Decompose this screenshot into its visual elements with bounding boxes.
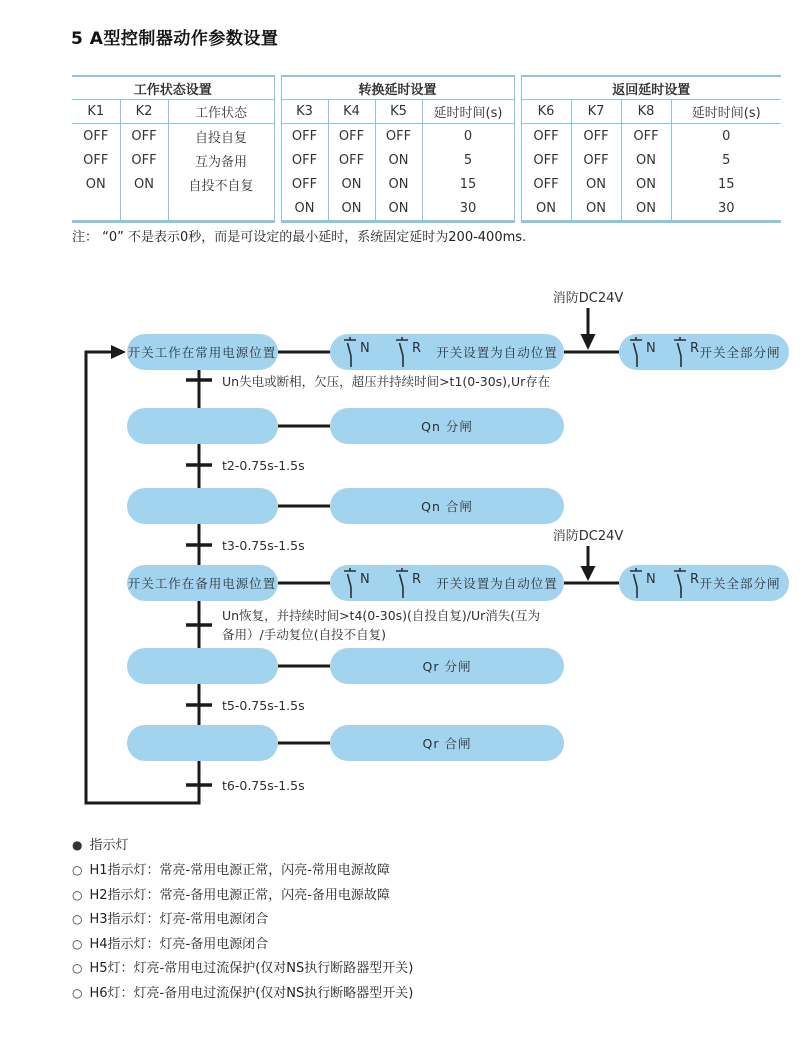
action-qr-close xyxy=(330,725,564,761)
state-label: 开关设置为自动位置 xyxy=(436,576,558,591)
table-row xyxy=(72,124,274,149)
transition-t1-label: Un失电或断相，欠压，超压并持续时间>t1(0-30s),Ur存在 xyxy=(222,374,551,389)
table-cell: ON xyxy=(375,172,422,196)
table-cell: ON xyxy=(621,196,671,222)
table-cell: ON xyxy=(571,172,621,196)
circle-bullet-icon: ○ xyxy=(72,863,83,877)
state-label: 开关全部分闸 xyxy=(699,345,781,360)
state-label: 开关全部分闸 xyxy=(699,576,781,591)
switch-r-label: R xyxy=(412,572,422,587)
circle-bullet-icon: ○ xyxy=(72,985,83,1000)
table-cell: OFF xyxy=(291,128,318,144)
loop-arrowhead-icon xyxy=(111,345,126,359)
column-header: K8 xyxy=(621,100,671,124)
table-cell: OFF xyxy=(291,176,318,192)
table-cell: ON xyxy=(375,196,422,222)
table-row xyxy=(281,148,514,172)
switch-r-label: R xyxy=(690,572,700,587)
table-cell: 30 xyxy=(422,196,514,222)
state-all-open-2 xyxy=(619,565,789,601)
fire-dc24v-label: 消防DC24V xyxy=(552,529,624,544)
table-cell: OFF xyxy=(533,176,559,192)
switch-n-label: N xyxy=(646,341,656,356)
indicator-heading-label: 指示灯 xyxy=(89,838,129,853)
circle-bullet-icon: ○ xyxy=(72,936,83,951)
column-header: K3 xyxy=(281,100,328,124)
action-qr-open xyxy=(330,648,564,684)
table-row xyxy=(281,196,514,222)
table-cell xyxy=(72,196,120,222)
column-header: K4 xyxy=(328,100,375,124)
table-cell xyxy=(168,196,274,222)
table-group-work-state xyxy=(72,75,275,223)
table-group-transfer-delay xyxy=(281,75,515,223)
table-cell xyxy=(120,196,168,222)
filled-bullet-icon: ● xyxy=(72,838,83,852)
column-header: K5 xyxy=(375,100,422,124)
table-row xyxy=(521,148,781,172)
transition-t3-label: t3-0.75s-1.5s xyxy=(222,538,305,553)
action-label: Qr 合闸 xyxy=(422,736,472,751)
step-pill xyxy=(127,648,278,684)
step-pill xyxy=(127,725,278,761)
column-header: 延时时间(s) xyxy=(671,100,781,124)
table-cell: OFF xyxy=(120,148,168,172)
page-title: 5 A型控制器动作参数设置 xyxy=(71,29,279,49)
state-label: 开关设置为自动位置 xyxy=(436,345,558,360)
down-arrow-icon xyxy=(581,334,596,350)
indicator-heading xyxy=(72,833,413,858)
table-cell: ON xyxy=(621,172,671,196)
table-cell: ON xyxy=(328,196,375,222)
indicator-h2-text: H2指示灯：常亮-备用电源正常，闪亮-备用电源故障 xyxy=(89,887,390,903)
step-label: 开关工作在常用电源位置 xyxy=(127,345,277,360)
group-header: 工作状态设置 xyxy=(72,76,274,100)
list-item xyxy=(72,932,413,957)
table-cell: OFF xyxy=(533,152,559,168)
indicator-h5-text: H5灯：灯亮-常用电过流保护(仅对NS执行断路器型开关) xyxy=(89,961,414,976)
table-cell: ON xyxy=(120,172,168,196)
table-cell: OFF xyxy=(571,148,621,172)
indicator-h3-text: H3指示灯：灯亮-常用电源闭合 xyxy=(89,912,269,927)
list-item xyxy=(72,907,413,932)
operation-flowchart xyxy=(0,262,800,822)
list-item xyxy=(72,883,413,908)
column-header: 工作状态 xyxy=(168,100,274,124)
parameter-table xyxy=(72,75,790,223)
table-note: 注： “0” 不是表示0秒，而是可设定的最小延时，系统固定延时为200-400ms. xyxy=(72,230,527,245)
table-cell: OFF xyxy=(120,124,168,149)
table-cell: OFF xyxy=(328,124,375,149)
indicator-list xyxy=(72,858,413,1005)
circle-bullet-icon: ○ xyxy=(72,887,83,902)
table-cell: ON xyxy=(375,148,422,172)
action-qn-close xyxy=(330,488,564,524)
switch-r-label: R xyxy=(412,341,422,356)
table-cell: OFF xyxy=(375,124,422,149)
column-header: K1 xyxy=(72,100,120,124)
transition-t4-label-line2: 备用）/手动复位(自投不自复) xyxy=(222,627,386,642)
table-cell: ON xyxy=(85,176,106,192)
step-normal-supply xyxy=(127,334,278,370)
table-cell: ON xyxy=(294,200,315,216)
action-qn-open xyxy=(330,408,564,444)
transition-t6-label: t6-0.75s-1.5s xyxy=(222,778,305,793)
table-row xyxy=(72,148,274,172)
action-label: Qn 合闸 xyxy=(421,499,473,514)
circle-bullet-icon: ○ xyxy=(72,961,83,975)
table-cell: 5 xyxy=(422,148,514,172)
table-cell: 自投不自复 xyxy=(168,172,274,196)
fire-dc24v-label: 消防DC24V xyxy=(552,291,624,306)
table-cell: OFF xyxy=(83,152,109,168)
table-cell: 自投自复 xyxy=(168,124,274,149)
circle-bullet-icon: ○ xyxy=(72,912,83,926)
list-item xyxy=(72,956,413,981)
table-cell: OFF xyxy=(621,124,671,149)
list-item xyxy=(72,981,413,1006)
state-auto-position-1 xyxy=(330,334,564,370)
indicator-h1-text: H1指示灯：常亮-常用电源正常，闪亮-常用电源故障 xyxy=(89,863,390,878)
table-row xyxy=(72,196,274,222)
indicator-h6-text: H6灯：灯亮-备用电过流保护(仅对NS执行断略器型开关) xyxy=(89,985,414,1001)
table-cell: ON xyxy=(621,148,671,172)
column-header: K6 xyxy=(521,100,571,124)
table-cell: 15 xyxy=(422,172,514,196)
switch-n-label: N xyxy=(646,572,656,587)
list-item xyxy=(72,858,413,883)
table-row xyxy=(521,124,781,149)
state-auto-position-2 xyxy=(330,565,564,601)
table-row xyxy=(281,172,514,196)
indicator-h4-text: H4指示灯：灯亮-备用电源闭合 xyxy=(89,936,269,952)
table-row xyxy=(521,196,781,222)
table-cell: OFF xyxy=(571,124,621,149)
table-cell: 互为备用 xyxy=(168,148,274,172)
indicator-section xyxy=(72,833,413,1005)
table-cell: 0 xyxy=(671,124,781,149)
table-cell: OFF xyxy=(533,128,559,144)
action-label: Qn 分闸 xyxy=(421,419,473,434)
table-cell: ON xyxy=(328,172,375,196)
transition-t5-label: t5-0.75s-1.5s xyxy=(222,698,305,713)
table-cell: 30 xyxy=(671,196,781,222)
table-cell: 15 xyxy=(671,172,781,196)
switch-n-label: N xyxy=(360,572,370,587)
step-pill xyxy=(127,488,278,524)
table-cell: OFF xyxy=(83,128,109,144)
column-header: K7 xyxy=(571,100,621,124)
table-cell: 0 xyxy=(422,124,514,149)
table-group-return-delay xyxy=(521,75,782,223)
transition-t4-label-line1: Un恢复，并持续时间>t4(0-30s)(自投自复)/Ur消失(互为 xyxy=(222,608,541,623)
table-cell: OFF xyxy=(328,148,375,172)
transition-t2-label: t2-0.75s-1.5s xyxy=(222,458,305,473)
step-label: 开关工作在备用电源位置 xyxy=(127,576,277,591)
table-row xyxy=(72,172,274,196)
table-row xyxy=(281,124,514,149)
table-cell: ON xyxy=(536,200,556,216)
state-all-open-1 xyxy=(619,334,789,370)
switch-n-label: N xyxy=(360,341,370,356)
action-label: Qr 分闸 xyxy=(422,659,472,674)
column-header: 延时时间(s) xyxy=(422,100,514,124)
step-backup-supply xyxy=(127,565,278,601)
table-cell: OFF xyxy=(291,152,318,168)
table-row xyxy=(521,172,781,196)
table-cell: ON xyxy=(571,196,621,222)
step-pill xyxy=(127,408,278,444)
table-cell: 5 xyxy=(671,148,781,172)
group-header: 返回延时设置 xyxy=(521,76,781,100)
column-header: K2 xyxy=(120,100,168,124)
down-arrow-icon xyxy=(581,566,596,581)
switch-r-label: R xyxy=(690,341,700,356)
group-header: 转换延时设置 xyxy=(281,76,514,100)
